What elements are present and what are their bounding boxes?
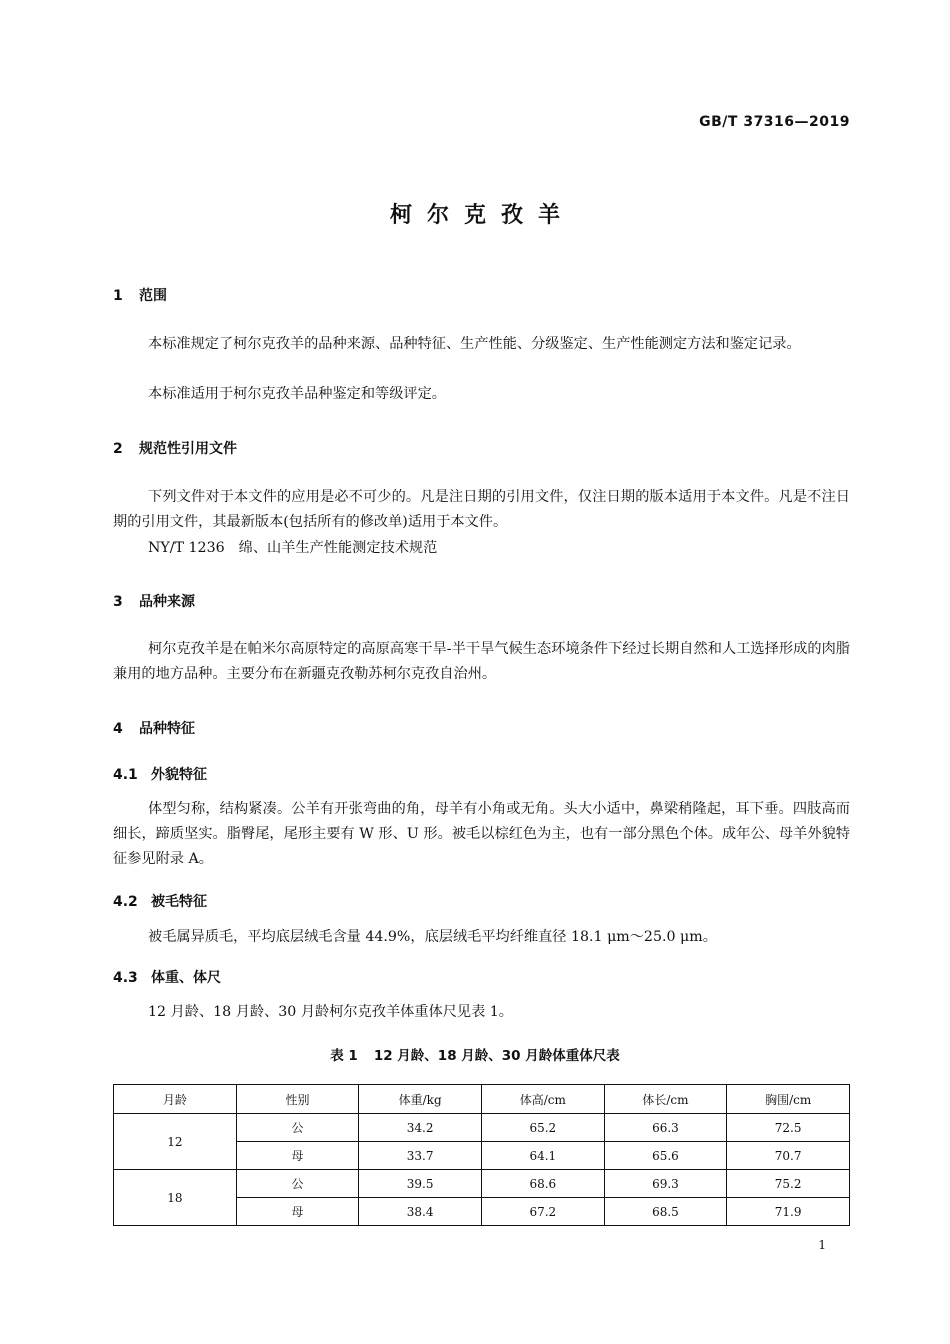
paragraph: 12 月龄、18 月龄、30 月龄柯尔克孜羊体重体尺见表 1。 (148, 1004, 513, 1020)
section-number: 4.3 (113, 970, 138, 986)
weight-cell: 38.4 (359, 1198, 482, 1226)
body-measurement-table (113, 1084, 850, 1226)
section-3-heading (113, 591, 195, 611)
table-title: 12 月龄、18 月龄、30 月龄体重体尺表 (373, 1048, 620, 1064)
section-1-heading (113, 285, 167, 305)
height-cell: 67.2 (481, 1198, 604, 1226)
height-cell: 65.2 (481, 1114, 604, 1142)
section-number: 3 (113, 594, 123, 610)
height-cell: 64.1 (481, 1142, 604, 1170)
section-title: 品种特征 (139, 721, 195, 737)
column-header: 体长/cm (604, 1085, 727, 1114)
column-header: 体重/kg (359, 1085, 482, 1114)
length-cell: 68.5 (604, 1198, 727, 1226)
sex-cell: 公 (236, 1114, 359, 1142)
column-header: 体高/cm (481, 1085, 604, 1114)
section-number: 4.1 (113, 767, 138, 783)
section-title: 被毛特征 (151, 894, 207, 910)
reference-title: 绵、山羊生产性能测定技术规范 (238, 540, 438, 556)
girth-cell: 70.7 (727, 1142, 850, 1170)
column-header: 性别 (236, 1085, 359, 1114)
weight-cell: 33.7 (359, 1142, 482, 1170)
section-title: 品种来源 (139, 594, 195, 610)
paragraph: 本标准适用于柯尔克孜羊品种鉴定和等级评定。 (148, 386, 446, 402)
section-4-heading (113, 718, 195, 738)
length-cell: 65.6 (604, 1142, 727, 1170)
paragraph: 柯尔克孜羊是在帕米尔高原特定的高原高寒干旱-半干旱气候生态环境条件下经过长期自然和人工选择形成的肉脂兼用的地方品种。主要分布在新疆克孜勒苏柯尔克孜自治州。 (113, 641, 850, 682)
age-cell: 18 (114, 1170, 237, 1226)
paragraph: 下列文件对于本文件的应用是必不可少的。凡是注日期的引用文件，仅注日期的版本适用于本文件。凡是不注日期的引用文件，其最新版本(包括所有的修改单)适用于本文件。 (113, 489, 850, 530)
section-number: 2 (113, 441, 123, 457)
table-row (114, 1114, 850, 1142)
section-number: 1 (113, 288, 123, 304)
length-cell: 66.3 (604, 1114, 727, 1142)
table-caption (0, 1044, 950, 1064)
section-title: 外貌特征 (151, 767, 207, 783)
column-header: 月龄 (114, 1085, 237, 1114)
table-label: 表 1 (330, 1048, 358, 1064)
standard-code: GB/T 37316—2019 (699, 114, 850, 130)
length-cell: 69.3 (604, 1170, 727, 1198)
paragraph: 被毛属异质毛，平均底层绒毛含量 44.9%，底层绒毛平均纤维直径 18.1 μm～25.0 μm。 (148, 929, 717, 945)
reference-code: NY/T 1236 (148, 540, 225, 556)
section-number: 4.2 (113, 894, 138, 910)
sex-cell: 公 (236, 1170, 359, 1198)
weight-cell: 34.2 (359, 1114, 482, 1142)
girth-cell: 75.2 (727, 1170, 850, 1198)
section-title: 范围 (139, 288, 167, 304)
section-4-1-heading (113, 764, 207, 784)
section-4-3-heading (113, 967, 221, 987)
section-2-heading (113, 438, 237, 458)
section-title: 规范性引用文件 (139, 441, 237, 457)
sex-cell: 母 (236, 1198, 359, 1226)
page-number: 1 (818, 1238, 826, 1252)
girth-cell: 71.9 (727, 1198, 850, 1226)
table-row (114, 1170, 850, 1198)
height-cell: 68.6 (481, 1170, 604, 1198)
normative-reference (113, 536, 850, 561)
age-cell: 12 (114, 1114, 237, 1170)
table-header-row (114, 1085, 850, 1114)
section-number: 4 (113, 721, 123, 737)
document-title: 柯尔克孜羊 (389, 203, 575, 228)
section-4-2-heading (113, 891, 207, 911)
section-title: 体重、体尺 (151, 970, 221, 986)
column-header: 胸围/cm (727, 1085, 850, 1114)
girth-cell: 72.5 (727, 1114, 850, 1142)
paragraph: 体型匀称，结构紧凑。公羊有开张弯曲的角，母羊有小角或无角。头大小适中，鼻梁稍隆起，耳下垂。四肢高而细长，蹄质坚实。脂臀尾，尾形主要有 W 形、U 形。被毛以棕红色为主，也有一部分黑色个体。成年公、母羊外貌特征参见附录 A。 (113, 801, 850, 867)
sex-cell: 母 (236, 1142, 359, 1170)
paragraph: 本标准规定了柯尔克孜羊的品种来源、品种特征、生产性能、分级鉴定、生产性能测定方法和鉴定记录。 (148, 336, 801, 352)
weight-cell: 39.5 (359, 1170, 482, 1198)
